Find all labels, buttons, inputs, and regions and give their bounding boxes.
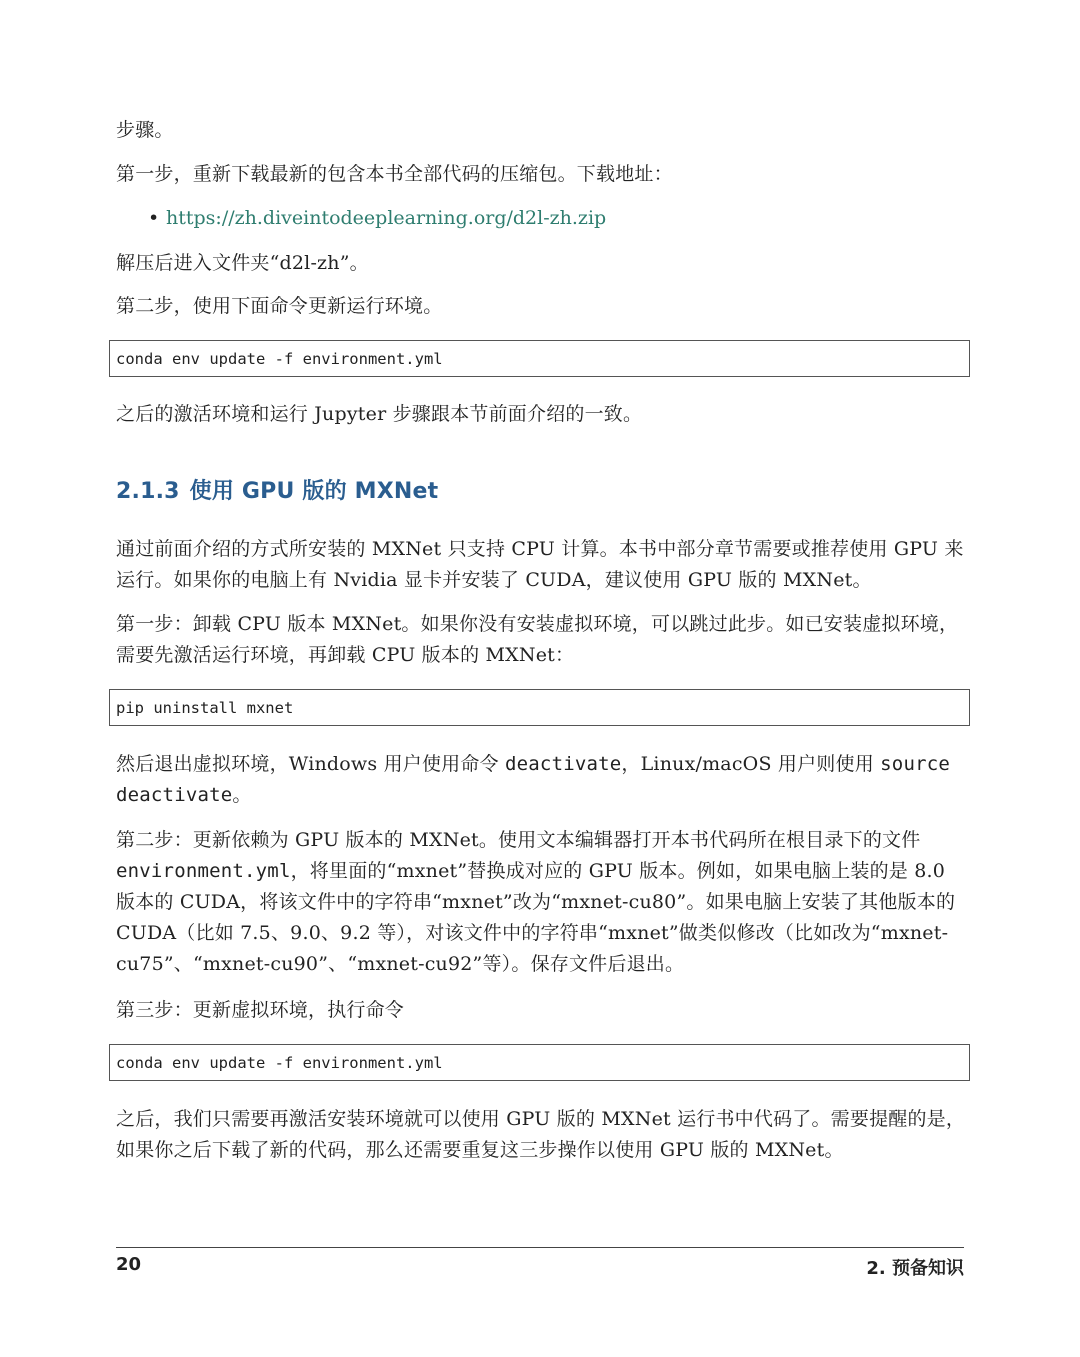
download-link[interactable]: https://zh.diveintodeeplearning.org/d2l-zh.zip: [166, 207, 607, 229]
section-heading: [116, 474, 438, 505]
paragraph-gpu-intro: 通过前面介绍的方式所安装的 MXNet 只支持 CPU 计算。本书中部分章节需要或推荐使用 GPU 来运行。如果你的电脑上有 Nvidia 显卡并安装了 CUDA，建议使用 GPU 版的 MXNet。: [116, 538, 964, 591]
paragraph-steps: 步骤。: [116, 119, 174, 141]
section-title: 使用 GPU 版的 MXNet: [189, 479, 439, 504]
code-block-conda-update-1: conda env update -f environment.yml: [109, 340, 970, 377]
page-number: 20: [116, 1254, 142, 1275]
text-segment: 。: [232, 784, 252, 806]
code-block-conda-update-2: conda env update -f environment.yml: [109, 1044, 970, 1081]
text-segment: 然后退出虚拟环境，Windows 用户使用命令: [116, 753, 499, 775]
paragraph-uninstall-cpu: 第一步：卸载 CPU 版本 MXNet。如果你没有安装虚拟环境，可以跳过此步。如已安装虚拟环境，需要先激活运行环境，再卸载 CPU 版本的 MXNet：: [116, 613, 959, 666]
paragraph-step1-download: 第一步，重新下载最新的包含本书全部代码的压缩包。下载地址：: [116, 163, 673, 185]
paragraph-deactivate: [116, 749, 966, 811]
text-segment: 第二步：更新依赖为 GPU 版本的 MXNet。使用文本编辑器打开本书代码所在根目录下的文件: [116, 829, 921, 851]
text-segment: ，Linux/macOS 用户则使用: [621, 753, 874, 775]
chapter-title: 2. 预备知识: [866, 1258, 964, 1279]
paragraph-step3: 第三步：更新虚拟环境，执行命令: [116, 999, 405, 1021]
code-block-pip-uninstall: pip uninstall mxnet: [109, 689, 970, 726]
list-item: [148, 203, 606, 234]
inline-code-deactivate: deactivate: [505, 753, 622, 775]
text-segment: ，将里面的“mxnet”替换成对应的 GPU 版本。例如，如果电脑上装的是 8.0 版本的 CUDA，将该文件中的字符串“mxnet”改为“mxnet-cu80”。如果电脑上安装了其他版本的 CUDA（比如 7.5、9.0、9.2 等），对该文件中的字符串“mxnet”做类似修改（比如改为“mxnet-cu75”、“mxnet-cu90”、“mxnet-cu92”等）。保存文件后退出。: [116, 860, 956, 975]
paragraph-activate-env: 之后的激活环境和运行 Jupyter 步骤跟本节前面介绍的一致。: [116, 403, 643, 425]
inline-code-source-deactivate: source deactivate: [116, 753, 951, 806]
section-number: 2.1.3: [116, 479, 180, 504]
bullet-icon: •: [148, 207, 160, 229]
document-page: [116, 0, 971, 1357]
inline-code-environment-yml: environment.yml: [116, 860, 291, 882]
paragraph-step2-update: 第二步，使用下面命令更新运行环境。: [116, 295, 443, 317]
paragraph-unzip: 解压后进入文件夹“d2l-zh”。: [116, 252, 369, 274]
paragraph-step2-gpu: [116, 825, 966, 980]
paragraph-conclusion: 之后，我们只需要再激活安装环境就可以使用 GPU 版的 MXNet 运行书中代码了。需要提醒的是，如果你之后下载了新的代码，那么还需要重复这三步操作以使用 GPU 版的 MXNet。: [116, 1108, 966, 1161]
footer-divider: [116, 1247, 964, 1248]
